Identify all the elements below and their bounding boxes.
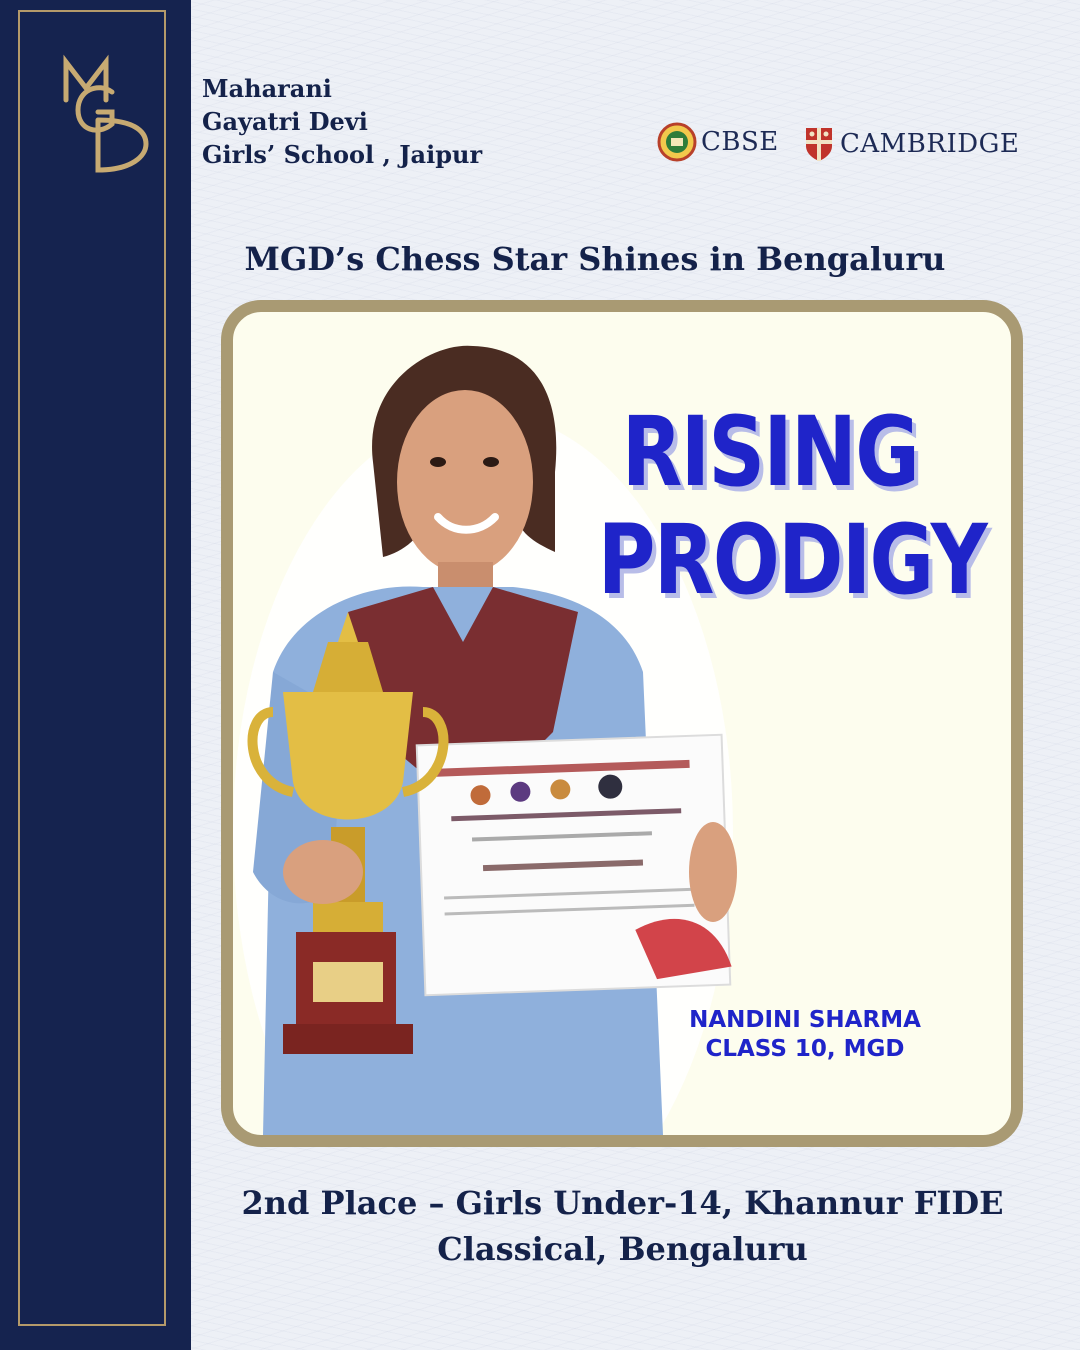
achievement-line-1: 2nd Place – Girls Under-14, Khannur FIDE: [241, 1184, 1004, 1222]
school-name-line-3: Girls’ School , Jaipur: [202, 140, 483, 169]
cambridge-shield-icon: [804, 126, 834, 162]
sidebar-gold-frame: [18, 10, 166, 1326]
cbse-emblem-icon: [657, 122, 697, 162]
cambridge-label: CAMBRIDGE: [840, 129, 1020, 159]
headline: MGD’s Chess Star Shines in Bengaluru: [244, 240, 946, 278]
student-caption: [660, 1006, 950, 1064]
achievement-text: [200, 1180, 1045, 1272]
title-line-1: RISING: [621, 396, 919, 508]
student-name: NANDINI SHARMA: [689, 1007, 921, 1033]
rising-prodigy-title: [597, 396, 987, 616]
achievement-line-2: Classical, Bengaluru: [437, 1230, 808, 1268]
cbse-label: CBSE: [701, 127, 779, 157]
school-name: [202, 72, 532, 171]
school-name-line-2: Gayatri Devi: [202, 107, 368, 136]
sidebar: [0, 0, 191, 1350]
title-line-2: PRODIGY: [597, 504, 987, 616]
student-class: CLASS 10, MGD: [705, 1036, 905, 1062]
mgd-monogram-logo: [52, 52, 152, 177]
cambridge-logo: [804, 124, 1019, 164]
school-name-line-1: Maharani: [202, 74, 332, 103]
cbse-logo: [657, 120, 779, 164]
